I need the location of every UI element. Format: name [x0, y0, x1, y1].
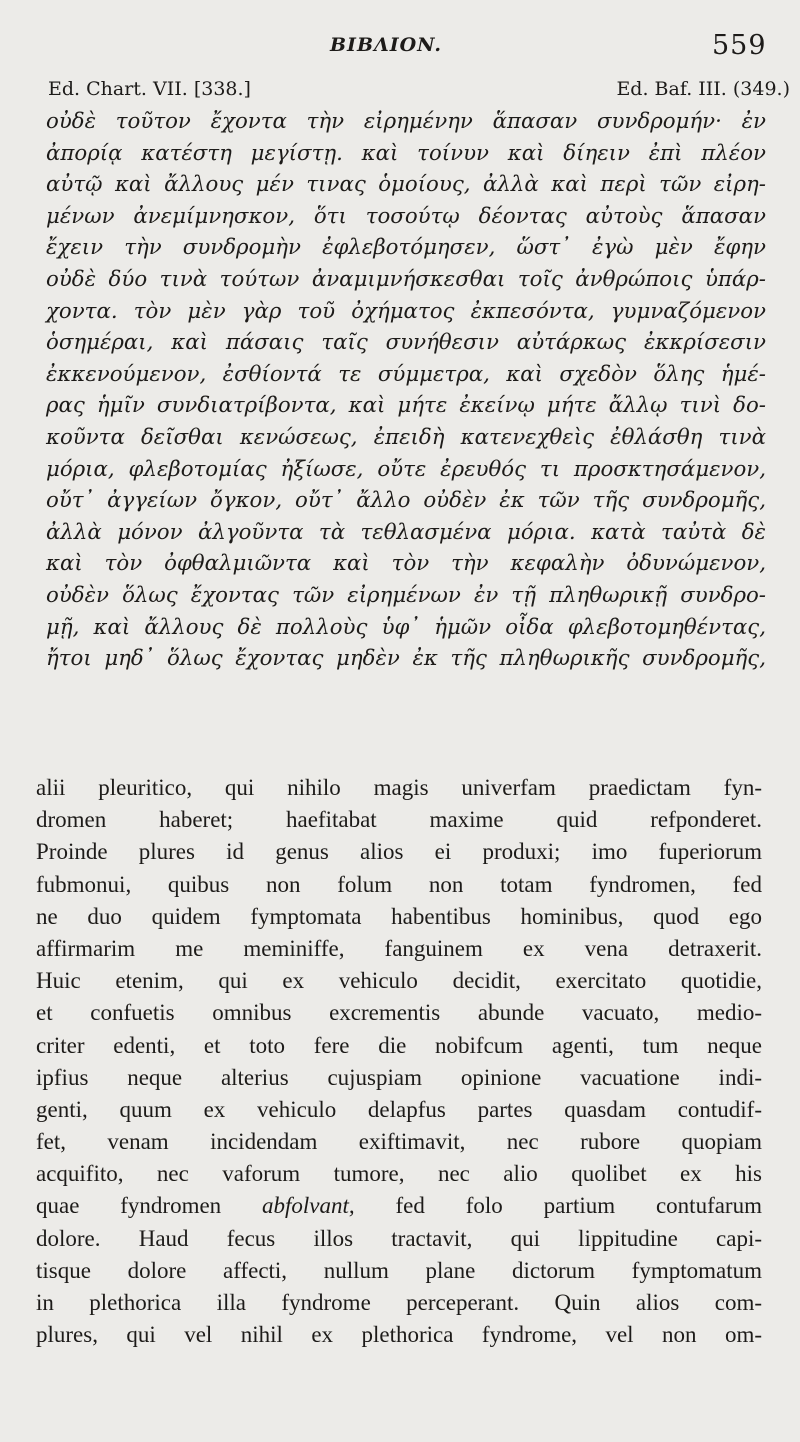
latin-text — [36, 772, 762, 1351]
greek-line: ρας ἡμῖν συνδιατρίβοντα, καὶ μήτε ἐκείνῳ μήτε ἄλλῳ τινὶ δο- — [46, 393, 766, 419]
latin-text-span: fed folo partium contufarum — [354, 1193, 762, 1219]
latin-line: ne duo quidem fymptomata habentibus hominibus, quod ego — [36, 903, 762, 929]
page-number: 559 — [712, 30, 767, 61]
greek-line: κοῦντα δεῖσθαι κενώσεως, ἐπειδὴ κατενεχθεὶς ἐθλάσθη τινὰ — [46, 424, 766, 450]
latin-line: et confuetis omnibus excrementis abunde vacuato, medio- — [36, 1000, 762, 1026]
greek-line: οὐδὲ τοῦτον ἔχοντα τὴν εἰρημένην ἅπασαν συνδρομήν· ἐν — [46, 109, 766, 134]
greek-line: καὶ τὸν ὀφθαλμιῶντα καὶ τὸν τὴν κεφαλὴν ὀδυνώμενον, — [46, 551, 766, 577]
greek-line: ἐκκενούμενον, ἐσθίοντά τε σύμμετρα, καὶ σχεδὸν ὅλης ἡμέ- — [46, 361, 766, 387]
latin-line: criter edenti, et toto fere die nobifcum agenti, tum neque — [36, 1032, 762, 1058]
edition-references — [48, 78, 790, 106]
greek-line: ἔχειν τὴν συνδρομὴν ἐφλεβοτόμησεν, ὥστ᾽ ἐγὼ μὲν ἔφην — [46, 235, 766, 261]
greek-line: χοντα. τὸν μὲν γὰρ τοῦ ὀχήματος ἐκπεσόντα, γυμναζόμενον — [46, 298, 766, 324]
latin-line: Proinde plures id genus alios ei produxi; imo fuperiorum — [36, 839, 762, 865]
latin-line: fubmonui, quibus non folum non totam fyndromen, fed — [36, 871, 762, 897]
greek-line: οὐδὲν ὅλως ἔχοντας τῶν εἰρημένων ἐν τῇ πληθωρικῇ συνδρο- — [46, 582, 766, 608]
running-title: BIBΛION. — [330, 34, 442, 56]
latin-line: fet, venam incidendam exiftimavit, nec rubore quopiam — [36, 1129, 762, 1155]
latin-line: ipfius neque alterius cujuspiam opinione vacuatione indi- — [36, 1064, 762, 1090]
greek-line: μῇ, καὶ ἄλλους δὲ πολλοὺς ὑφ᾽ ἡμῶν οἶδα φλεβοτομηθέντας, — [46, 614, 766, 640]
greek-line: οὔτ᾽ ἀγγείων ὄγκον, οὔτ᾽ ἄλλο οὐδὲν ἐκ τῶν τῆς συνδρομῆς, — [46, 488, 766, 514]
latin-line: alii pleuritico, qui nihilo magis univerfam praedictam fyn- — [36, 775, 762, 800]
greek-text — [46, 106, 766, 675]
greek-line: μόρια, φλεβοτομίας ἠξίωσε, οὔτε ἐρευθός τι προσκτησάμενον, — [46, 456, 766, 482]
greek-line: ὁσημέραι, καὶ πάσαις ταῖς συνήθεσιν αὐτάρκως ἐκκρίσεσιν — [46, 330, 766, 356]
italic-word: abfolvant, — [262, 1193, 355, 1219]
latin-line: dolore. Haud fecus illos tractavit, qui lippitudine capi- — [36, 1225, 762, 1251]
latin-line-with-italic — [36, 1190, 762, 1222]
latin-line: affirmarim me meminiffe, fanguinem ex vena detraxerit. — [36, 935, 762, 961]
greek-line: ἤτοι μηδ᾽ ὅλως ἔχοντας μηδὲν ἐκ τῆς πληθωρικῆς συνδρομῆς, — [46, 646, 766, 672]
greek-line: ἀπορίᾳ κατέστη μεγίστῃ. καὶ τοίνυν καὶ δίηειν ἐπὶ πλέον — [46, 140, 766, 166]
latin-line: dromen haberet; haefitabat maxime quid refponderet. — [36, 807, 762, 833]
running-head — [0, 28, 800, 68]
greek-line: ἀλλὰ μόνον ἀλγοῦντα τὰ τεθλασμένα μόρια. κατὰ ταὐτὰ δὲ — [46, 519, 766, 545]
greek-line: μένων ἀνεμίμνησκον, ὅτι τοσούτῳ δέοντας αὐτοὺς ἅπασαν — [46, 203, 766, 229]
latin-line: Huic etenim, qui ex vehiculo decidit, exercitato quotidie, — [36, 968, 762, 994]
latin-text-span: quae fyndromen — [36, 1193, 263, 1219]
latin-line: plures, qui vel nihil ex plethorica fyndrome, vel non om- — [36, 1322, 762, 1348]
latin-line: genti, quum ex vehiculo delapfus partes quasdam contudif- — [36, 1096, 762, 1122]
latin-line: tisque dolore affecti, nullum plane dictorum fymptomatum — [36, 1257, 762, 1283]
greek-line: αὐτῷ καὶ ἄλλους μέν τινας ὁμοίους, ἀλλὰ καὶ περὶ τῶν εἰρη- — [46, 172, 766, 198]
edition-basel-reference: Ed. Baf. III. (349.) — [616, 78, 790, 100]
edition-chart-reference: Ed. Chart. VII. [338.] — [48, 78, 251, 100]
latin-line: acquifito, nec vaforum tumore, nec alio quolibet ex his — [36, 1161, 762, 1187]
latin-line: in plethorica illa fyndrome perceperant. Quin alios com- — [36, 1290, 762, 1315]
greek-line: οὐδὲ δύο τινὰ τούτων ἀναμιμνήσκεσθαι τοῖς ἀνθρώποις ὑπάρ- — [46, 266, 766, 292]
